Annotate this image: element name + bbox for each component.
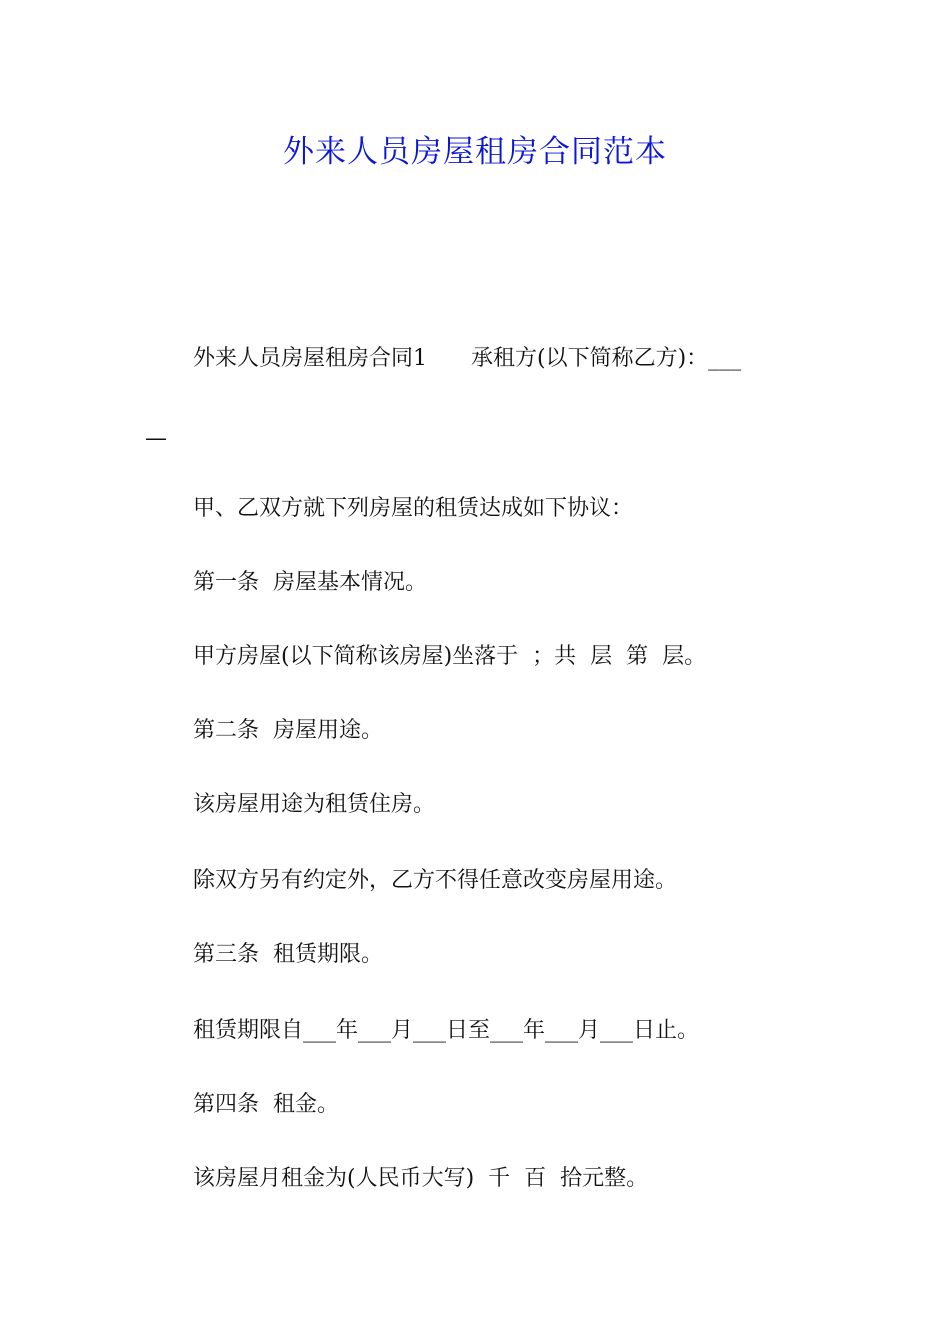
article-1-heading: 第一条 房屋基本情况。 (193, 570, 427, 595)
article-2-heading: 第二条 房屋用途。 (193, 718, 383, 743)
article-1-text: 甲方房屋(以下简称该房屋)坐落于 ；共 层 第 层。 (193, 644, 707, 669)
article-2-text: 该房屋用途为租赁住房。 (193, 792, 436, 817)
paragraph-intro-continuation: — (145, 426, 167, 451)
document-title: 外来人员房屋租房合同范本 (283, 134, 667, 170)
article-3-text: 租赁期限自___年___月___日至___年___月___日止。 (193, 1018, 700, 1043)
article-4-text: 该房屋月租金为(人民币大写) 千 百 拾元整。 (193, 1166, 649, 1191)
paragraph-agreement: 甲、乙双方就下列房屋的租赁达成如下协议： (193, 496, 634, 521)
article-4-heading: 第四条 租金。 (193, 1092, 339, 1117)
paragraph-intro: 外来人员房屋租房合同1 承租方(以下简称乙方)：___ (193, 346, 742, 371)
article-2-text-2: 除双方另有约定外，乙方不得任意改变房屋用途。 (193, 868, 678, 893)
article-3-heading: 第三条 租赁期限。 (193, 942, 383, 967)
